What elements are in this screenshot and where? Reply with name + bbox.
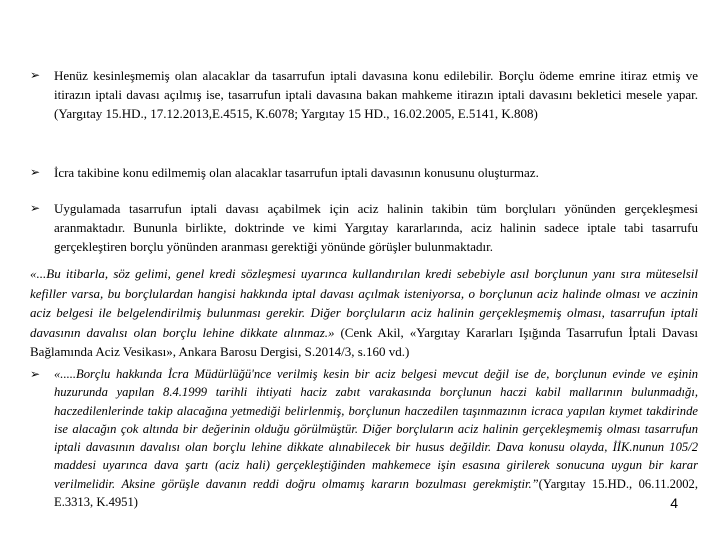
quote-citation-text: (Cenk Akil, «Yargıtay Kararları Işığında Tasarrufun İptali Davası Bağlamında Aciz Vesikası», Ankara Barosu Dergisi, S.2014/3, s.160 vd.) [30, 324, 698, 359]
arrow-bullet-icon: ➢ [30, 367, 41, 381]
bullet-item [30, 365, 698, 511]
quote-paragraph [30, 264, 698, 362]
court-citation-text: (Yargıtay 15.HD., 06.11.2002, E.3313, K.4951) [54, 476, 698, 510]
bullet-item [30, 66, 698, 123]
bullet-text: Uygulamada tasarrufun iptali davası açabilmek için aciz halinin takibin tüm borçluları yönünden gerçekleşmesi aranmaktadır. Bununla birlikte, doktrinde ve kimi Yargıtay kararlarında, aciz halinin sadece iptale tabi tasarrufu gerçekleştiren borçlu yönünden aranması gerektiği yönünde görüşler bulunmaktadır. [54, 201, 698, 254]
bullet-text [54, 365, 698, 511]
arrow-bullet-icon: ➢ [30, 201, 41, 215]
court-quote-italic-text: «.....Borçlu hakkında İcra Müdürlüğü'nce verilmiş kesin bir aciz belgesi mevcut değil ise de, borçlunun evinde ve eşinin huzurunda yapılan 8.4.1999 tarihli ihtiyati haciz zabıt varakasında borçlunun haczi kabil mallarının bulunmadığı, haczedilenlerinde takip alacağına yetmediği belirlenmiş, borçlunun haczedilen taşınmazının icraca yapılan kıymet takdirinde ise alacağın çok altında bir değerinin olduğu görülmüştür. Diğer borçluların aciz halinin gerçekleşmemiş olması tasarrufun iptali davasının davalısı olan borçlu lehine dikkate alınabilecek bir husus değildir. Dava konusu olayda, İİK.nunun 105/2 maddesi uyarınca dava şartı (aciz hali) gerçekleştiğinden mahkemece işin esasına girilerek sonucuna uygun bir karar verilmelidir. Aksine görüşle davanın reddi doğru olmamış kararın bozulması gerekmiştir.” [54, 367, 698, 491]
quote-italic-text: «...Bu itibarla, söz gelimi, genel kredi sözleşmesi uyarınca kullandırılan kredi sebebiyle asıl borçlunun yanı sıra müteselsil kefiller varsa, bu borçlulardan hangisi hakkında iptal davası açılmak isteniyorsa, o borçlunun aciz halinde olması ve aczinin aciz belgesi ile belgelendirilmiş bulunması gerekir. Diğer borçluların aciz halinin gerçekleşmemiş olması, tasarrufun iptali davasının davalısı olan borçlu lehine dikkate alınmaz.» [30, 266, 698, 340]
page-number: 4 [670, 495, 678, 511]
bullet-text: Henüz kesinleşmemiş olan alacaklar da tasarrufun iptali davasına konu edilebilir. Borçlu ödeme emrine itiraz etmiş ve itirazın iptali davası açılmış ise, tasarrufun iptali davasına bakan mahkeme itirazın iptali davasını bekletici mesele yapar. (Yargıtay 15.HD., 17.12.2013,E.4515, K.6078; Yargıtay 15 HD., 16.02.2005, E.5141, K.808) [54, 68, 698, 121]
bullet-text: İcra takibine konu edilmemiş olan alacaklar tasarrufun iptali davasının konusunu oluşturmaz. [54, 165, 539, 180]
arrow-bullet-icon: ➢ [30, 68, 41, 82]
bullet-item [30, 199, 698, 256]
bullet-item [30, 163, 698, 182]
arrow-bullet-icon: ➢ [30, 165, 41, 179]
